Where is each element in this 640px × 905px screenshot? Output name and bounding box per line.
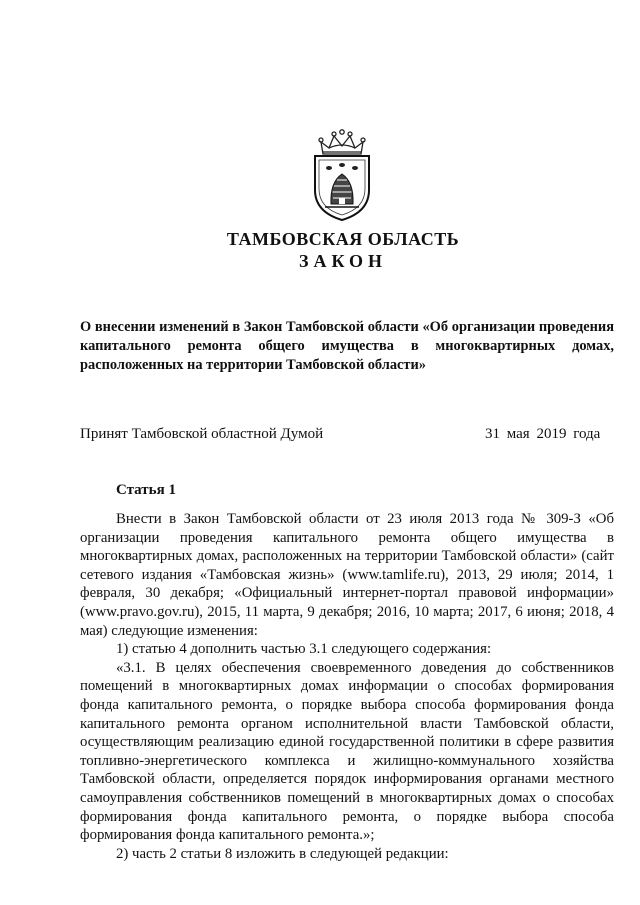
adopted-by: Принят Тамбовской областной Думой <box>80 426 324 442</box>
law-title: О внесении изменений в Закон Тамбовской области «Об организации проведения капитального ремонта общего имущества в многоквартирных домах, расположенных на территории Тамбовской области» <box>80 319 614 373</box>
document-type: ЗАКОН <box>298 251 388 271</box>
article-paragraph: «3.1. В целях обеспечения своевременного доведения до собственников помещений в многоквартирных домах информации о способах формирования фонда капитального ремонта, о порядке выбора способа формирования фонда капитального ремонта органом исполнительной власти Тамбовской области, осуществляющим реализацию единой государственной политики в сфере развития топливно-энергетического комплекса и жилищно-коммунального хозяйства Тамбовской области, определяется порядок информирования органами местного самоуправления собственников помещений в многоквартирных домах о способах формирования фонда капитального ремонта, о порядке выбора способа формирования фонда капитального ремонта.»; <box>80 659 614 844</box>
article-body <box>80 510 614 863</box>
article-paragraph: 2) часть 2 статьи 8 изложить в следующей редакции: <box>116 845 449 862</box>
article-paragraph: Внести в Закон Тамбовской области от 23 июля 2013 года № 309-З «Об организации проведения капитального ремонта общего имущества в многоквартирных домах, расположенных на территории Тамбовской области» (сайт сетевого издания «Тамбовская жизнь» (www.tamlife.ru), 2013, 29 июля; 2014, 1 февраля, 30 декабря; «Официальный интернет-портал правовой информации» (www.pravo.gov.ru), 2015, 11 марта, 9 декабря; 2016, 10 марта; 2017, 6 июня; 2018, 4 мая) следующие изменения: <box>80 511 614 639</box>
coat-of-arms-icon <box>301 128 383 224</box>
region-name: ТАМБОВСКАЯ ОБЛАСТЬ <box>226 229 460 249</box>
article-paragraph: 1) статью 4 дополнить частью 3.1 следующего содержания: <box>116 641 492 658</box>
adoption-date: 31 мая 2019 года <box>485 426 601 442</box>
article-heading: Статья 1 <box>116 482 176 498</box>
